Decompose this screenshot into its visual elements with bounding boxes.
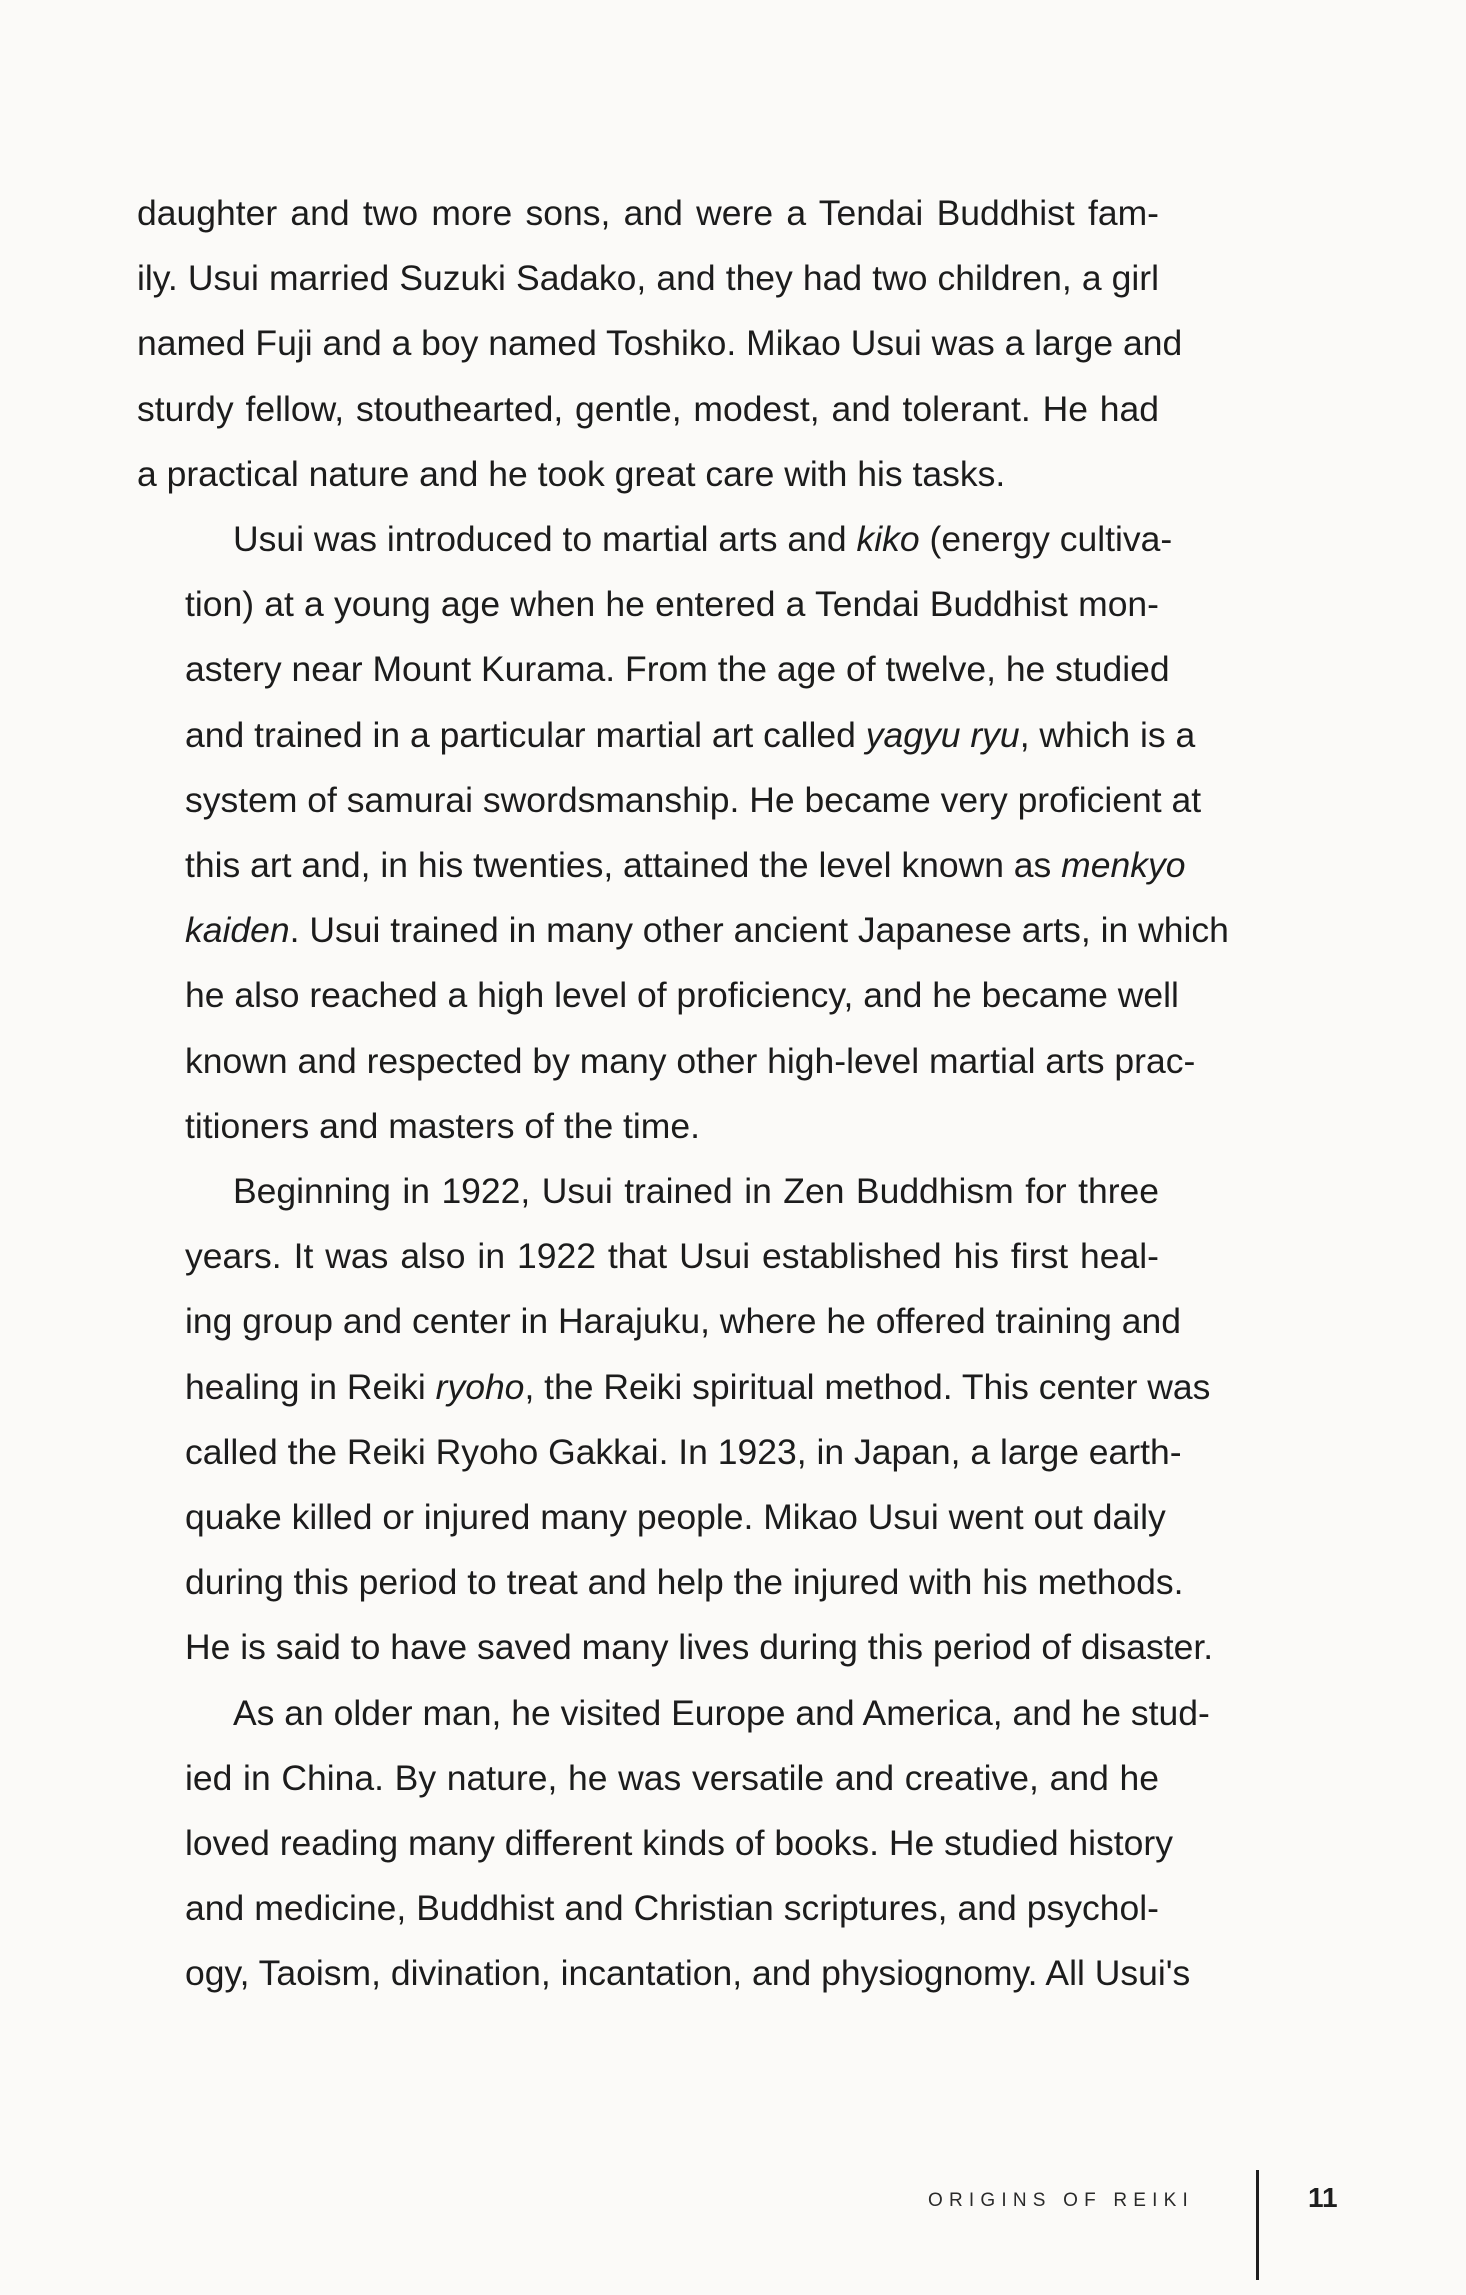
text-line: sturdy fellow, stouthearted, gentle, modest, and tolerant. He had bbox=[137, 388, 1159, 429]
text-line: known and respected by many other high-level martial arts prac- bbox=[185, 1040, 1196, 1081]
text-line: Usui was introduced to martial arts and kiko (energy cultiva- bbox=[233, 519, 1173, 560]
text-line: ily. Usui married Suzuki Sadako, and they had two children, a girl bbox=[137, 258, 1159, 299]
text-line: named Fuji and a boy named Toshiko. Mikao Usui was a large and bbox=[137, 323, 1183, 364]
text-line: kaiden. Usui trained in many other ancient Japanese arts, in which bbox=[185, 910, 1229, 951]
text-line: ing group and center in Harajuku, where he offered training and bbox=[185, 1301, 1181, 1342]
text-line: he also reached a high level of proficiency, and he became well bbox=[185, 975, 1179, 1016]
page-number: 11 bbox=[1308, 2182, 1338, 2213]
footer-divider bbox=[1256, 2170, 1259, 2280]
running-head: ORIGINS OF REIKI bbox=[928, 2190, 1194, 2211]
text-line: and trained in a particular martial art called yagyu ryu, which is a bbox=[185, 714, 1196, 755]
text-line: titioners and masters of the time. bbox=[185, 1105, 700, 1146]
text-line: and medicine, Buddhist and Christian scriptures, and psychol- bbox=[185, 1888, 1159, 1929]
text-line: called the Reiki Ryoho Gakkai. In 1923, in Japan, a large earth- bbox=[185, 1431, 1182, 1472]
text-line: during this period to treat and help the injured with his methods. bbox=[185, 1562, 1184, 1603]
paragraph bbox=[137, 181, 1183, 507]
text-line: healing in Reiki ryoho, the Reiki spiritual method. This center was bbox=[185, 1366, 1211, 1407]
text-line: system of samurai swordsmanship. He became very proficient at bbox=[185, 779, 1202, 820]
text-line: As an older man, he visited Europe and America, and he stud- bbox=[233, 1692, 1210, 1733]
text-line: ied in China. By nature, he was versatile and creative, and he bbox=[185, 1757, 1159, 1798]
paragraph bbox=[137, 507, 1229, 1159]
text-line: years. It was also in 1922 that Usui established his first heal- bbox=[185, 1236, 1159, 1277]
text-line: a practical nature and he took great care with his tasks. bbox=[137, 453, 1006, 494]
text-line: daughter and two more sons, and were a Tendai Buddhist fam- bbox=[137, 193, 1159, 233]
body-text bbox=[137, 181, 1229, 2007]
page-footer bbox=[0, 2170, 1466, 2270]
paragraph bbox=[137, 1159, 1214, 1681]
paragraph bbox=[137, 1681, 1210, 2007]
text-line: He is said to have saved many lives during this period of disaster. bbox=[185, 1627, 1214, 1668]
text-line: loved reading many different kinds of books. He studied history bbox=[185, 1823, 1173, 1864]
text-line: Beginning in 1922, Usui trained in Zen Buddhism for three bbox=[233, 1171, 1159, 1212]
text-line: quake killed or injured many people. Mikao Usui went out daily bbox=[185, 1497, 1166, 1538]
text-line: astery near Mount Kurama. From the age of twelve, he studied bbox=[185, 649, 1170, 690]
text-line: tion) at a young age when he entered a Tendai Buddhist mon- bbox=[185, 584, 1159, 625]
text-line: ogy, Taoism, divination, incantation, and physiognomy. All Usui's bbox=[185, 1953, 1191, 1994]
text-line: this art and, in his twenties, attained the level known as menkyo bbox=[185, 845, 1186, 886]
